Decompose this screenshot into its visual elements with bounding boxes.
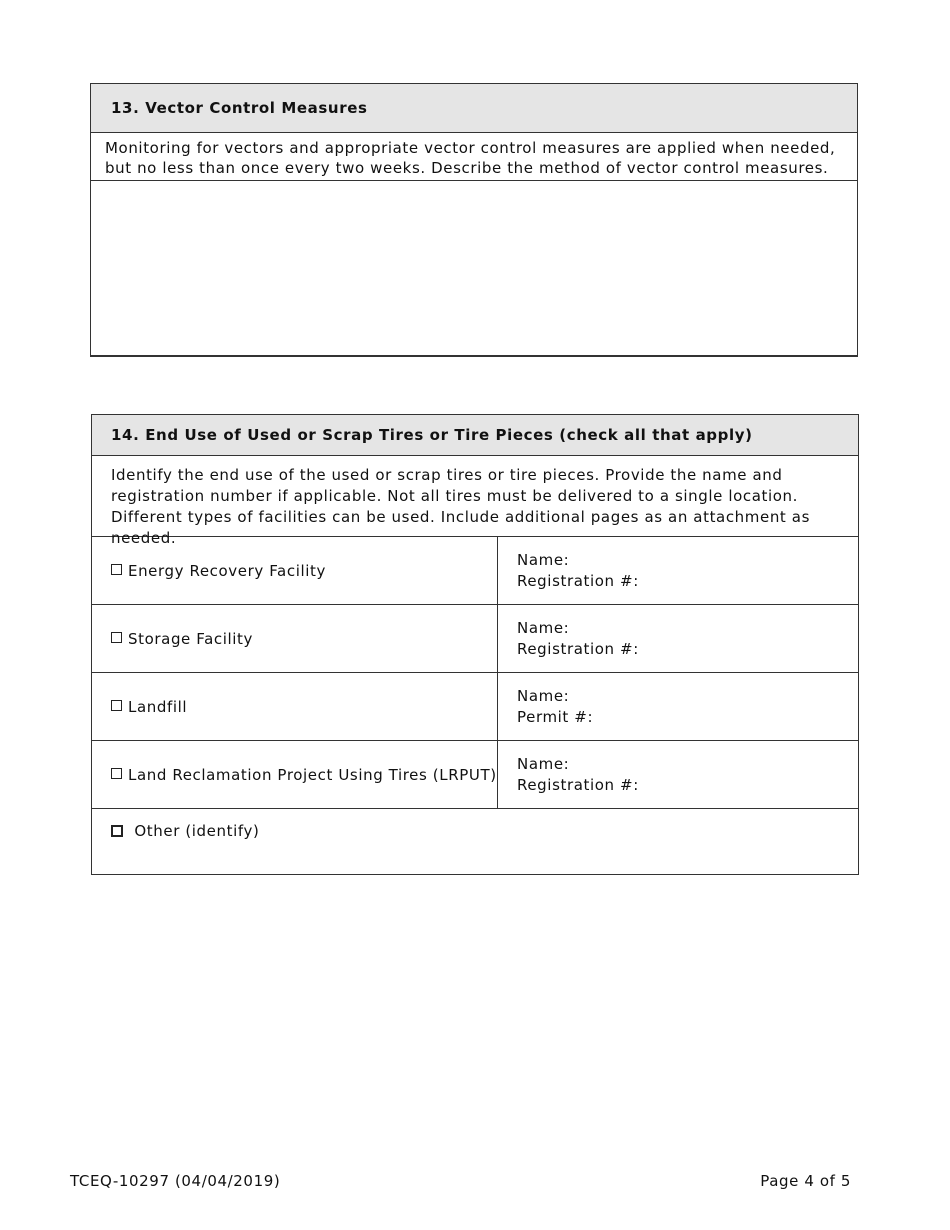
landfill-checkbox[interactable] xyxy=(111,700,122,711)
energy-recovery-checkbox[interactable] xyxy=(111,564,122,575)
section-14-title: 14. End Use of Used or Scrap Tires or Tire Pieces (check all that apply) xyxy=(92,415,858,456)
energy-recovery-registration-field[interactable]: Registration #: xyxy=(517,571,639,590)
energy-recovery-details xyxy=(498,537,858,604)
section-14-description: Identify the end use of the used or scrap tires or tire pieces. Provide the name and registration number if applicable. Not all tires must be delivered to a single location. Different types of facilities can be used. Include additional pages as an attachment as needed. xyxy=(92,456,858,537)
end-use-row-lrput xyxy=(92,741,858,809)
energy-recovery-option[interactable] xyxy=(92,537,498,604)
lrput-details xyxy=(498,741,858,808)
storage-facility-label: Storage Facility xyxy=(128,629,254,648)
storage-facility-details xyxy=(498,605,858,672)
storage-facility-checkbox[interactable] xyxy=(111,632,122,643)
energy-recovery-name-field[interactable]: Name: xyxy=(517,550,570,569)
other-option[interactable] xyxy=(92,809,259,877)
end-use-row-energy-recovery xyxy=(92,537,858,605)
lrput-checkbox[interactable] xyxy=(111,768,122,779)
section-13-description: Monitoring for vectors and appropriate vector control measures are applied when needed, but no less than once every two weeks. Describe the method of vector control measures. xyxy=(91,133,857,181)
landfill-name-field[interactable]: Name: xyxy=(517,686,570,705)
landfill-label: Landfill xyxy=(128,697,188,716)
section-13-vector-control xyxy=(90,83,858,357)
energy-recovery-label: Energy Recovery Facility xyxy=(128,561,326,580)
storage-facility-option[interactable] xyxy=(92,605,498,672)
other-checkbox[interactable] xyxy=(111,825,123,837)
landfill-permit-field[interactable]: Permit #: xyxy=(517,707,594,726)
section-14-end-use xyxy=(91,414,859,875)
lrput-name-field[interactable]: Name: xyxy=(517,754,570,773)
page-number: Page 4 of 5 xyxy=(760,1172,851,1190)
vector-control-answer-field[interactable] xyxy=(91,181,857,356)
other-label: Other (identify) xyxy=(134,822,260,840)
landfill-details xyxy=(498,673,858,740)
lrput-registration-field[interactable]: Registration #: xyxy=(517,775,639,794)
end-use-row-storage xyxy=(92,605,858,673)
landfill-option[interactable] xyxy=(92,673,498,740)
storage-facility-registration-field[interactable]: Registration #: xyxy=(517,639,639,658)
storage-facility-name-field[interactable]: Name: xyxy=(517,618,570,637)
end-use-row-other xyxy=(92,809,858,877)
lrput-label: Land Reclamation Project Using Tires (LRPUT) xyxy=(128,765,497,784)
form-identifier: TCEQ-10297 (04/04/2019) xyxy=(70,1172,281,1190)
lrput-option[interactable] xyxy=(92,741,498,808)
end-use-row-landfill xyxy=(92,673,858,741)
section-13-title: 13. Vector Control Measures xyxy=(91,84,857,133)
